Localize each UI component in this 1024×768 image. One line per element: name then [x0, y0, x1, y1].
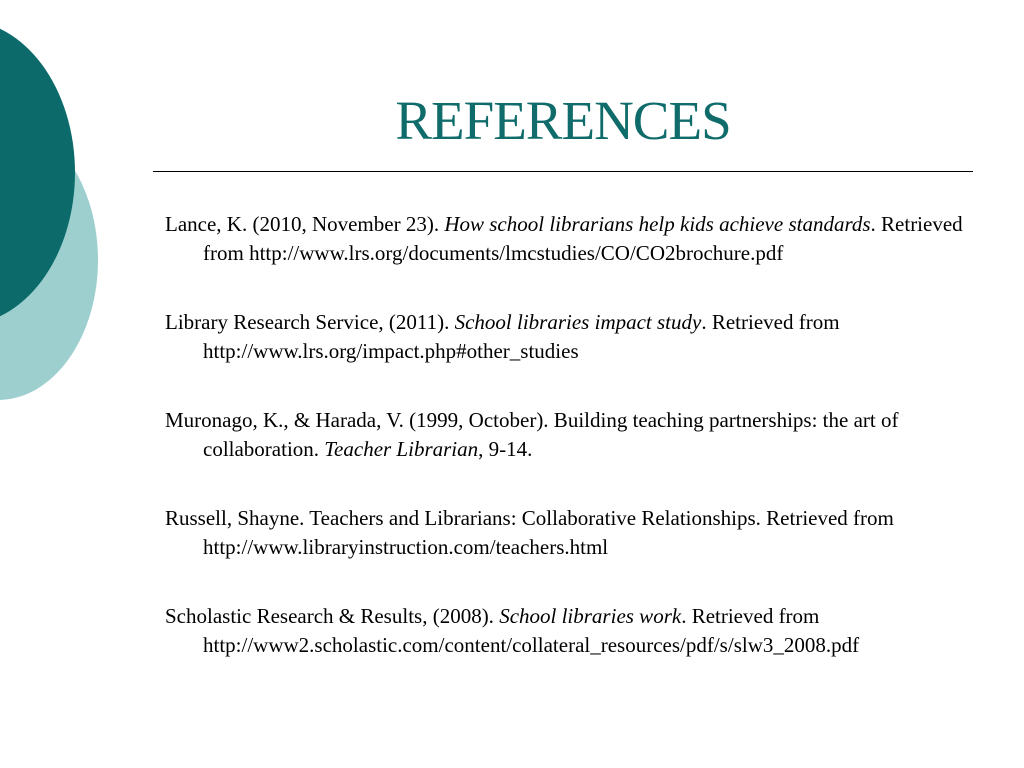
- reference-text: , 9-14.: [478, 437, 533, 461]
- reference-text: . Retrieved from http://www.lrs.org/documents/lmcstudies/CO/CO2brochure.pdf: [203, 212, 963, 265]
- reference-item: [165, 308, 965, 366]
- reference-item: [165, 602, 965, 660]
- reference-title: Teacher Librarian: [324, 437, 479, 461]
- reference-list: [165, 210, 965, 660]
- reference-text: Muronago, K., & Harada, V. (1999, October). Building teaching partnerships: the art of collaboration.: [165, 408, 899, 461]
- reference-title: School libraries work: [499, 604, 682, 628]
- reference-text: Scholastic Research & Results, (2008).: [165, 604, 500, 628]
- slide-title: REFERENCES: [395, 90, 731, 151]
- reference-text: Lance, K. (2010, November 23).: [165, 212, 445, 236]
- reference-item: [165, 504, 965, 562]
- title-divider: [153, 171, 973, 172]
- reference-text: . Retrieved from http://www2.scholastic.com/content/collateral_resources/pdf/s/slw3_2008.pdf: [203, 604, 860, 657]
- reference-title: How school librarians help kids achieve standards: [444, 212, 871, 236]
- reference-item: [165, 406, 965, 464]
- reference-text: Russell, Shayne. Teachers and Librarians: Collaborative Relationships. Retrieved from http://www.libraryinstruction.com/teachers.html: [165, 506, 894, 559]
- reference-item: [165, 210, 965, 268]
- reference-title: School libraries impact study: [454, 310, 702, 334]
- reference-text: . Retrieved from http://www.lrs.org/impact.php#other_studies: [203, 310, 840, 363]
- reference-text: Library Research Service, (2011).: [165, 310, 455, 334]
